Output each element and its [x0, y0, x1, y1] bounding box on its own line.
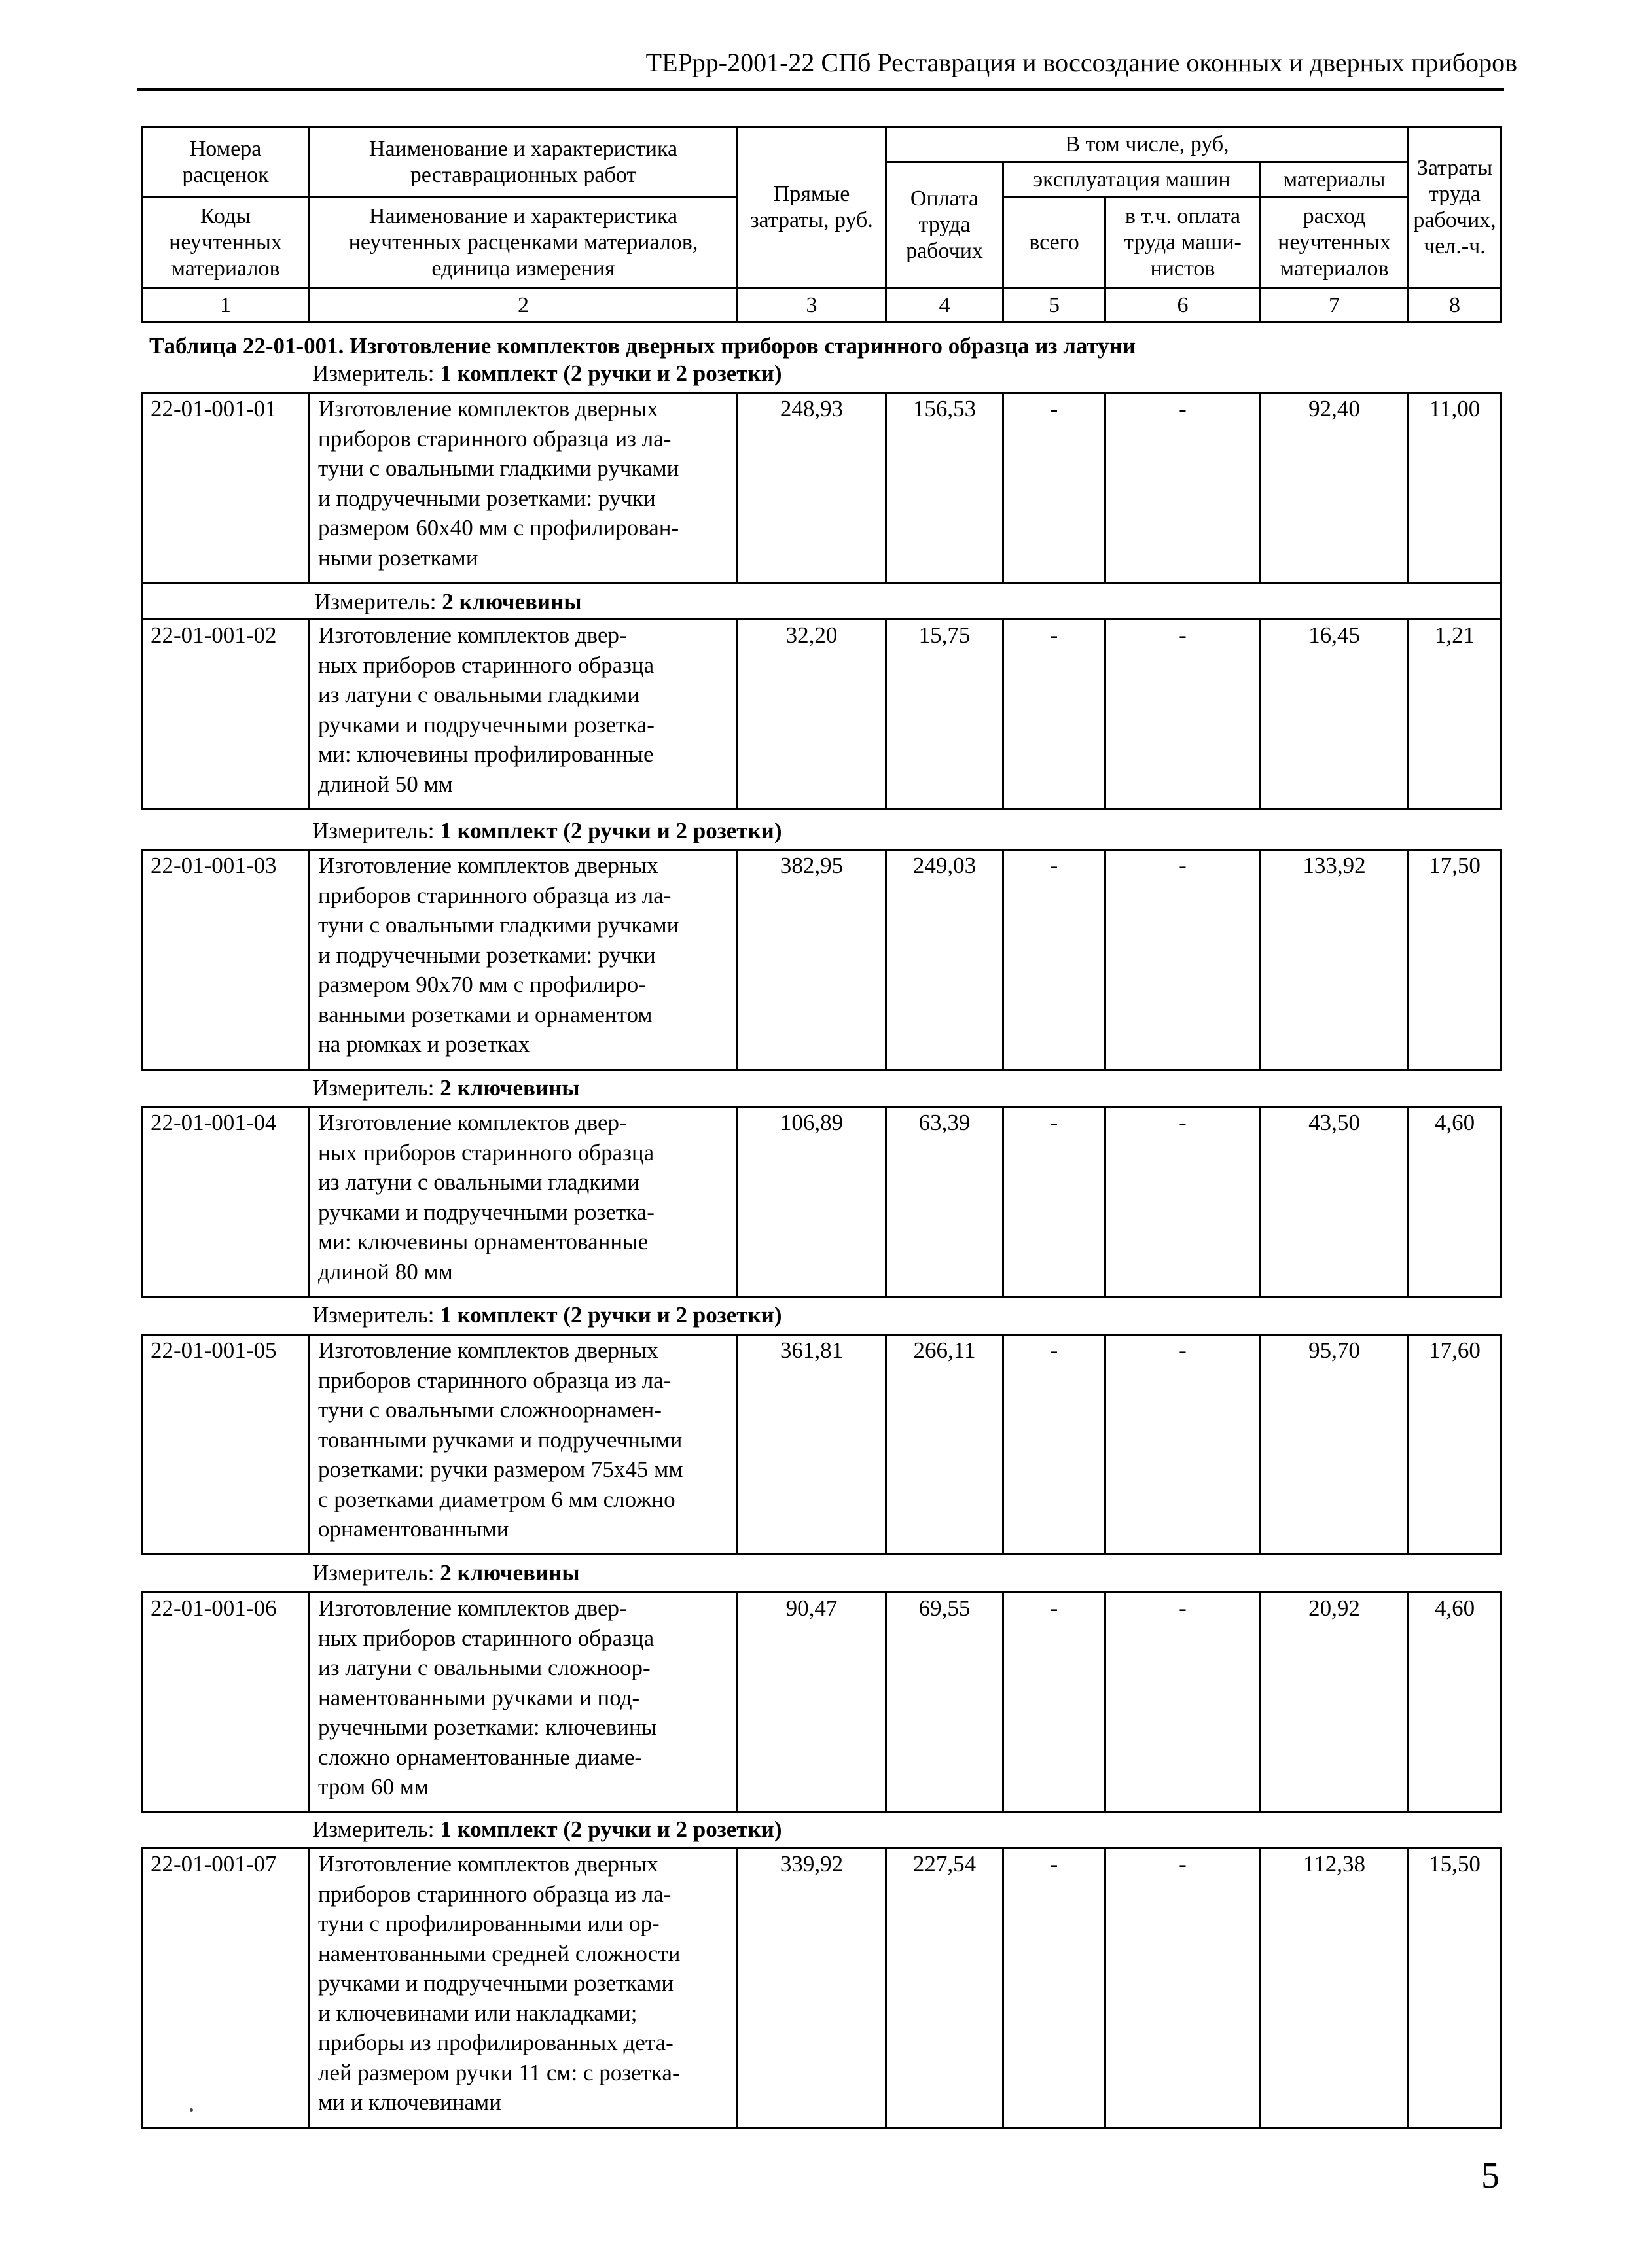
table-row: [142, 850, 1501, 1070]
rate-block: [141, 1591, 1502, 1813]
description-line: и подручечными розетками: ручки: [318, 942, 656, 968]
rate-description: [310, 850, 738, 1070]
operator-pay-value: -: [1105, 1107, 1261, 1297]
labor-pay-value: 156,53: [886, 393, 1003, 583]
materials-value: 92,40: [1261, 393, 1409, 583]
header-operator-pay: в т.ч. оплата труда маши-нистов: [1105, 198, 1261, 289]
description-line: из латуни с овальными гладкими: [318, 682, 639, 707]
header-col-number: 8: [1409, 289, 1501, 323]
description-line: ми: ключевины профилированные: [318, 741, 654, 767]
header-direct-costs: Прямые затраты, руб.: [738, 127, 886, 289]
labor-hours-value: 11,00: [1409, 393, 1501, 583]
materials-value: 95,70: [1261, 1335, 1409, 1555]
rate-description: [310, 1335, 738, 1555]
machine-total-value: -: [1003, 1335, 1105, 1555]
rate-code: 22-01-001-05: [142, 1335, 310, 1555]
rate-block: [141, 1334, 1502, 1555]
description-line: размером 60х40 мм с профилирован-: [318, 515, 679, 540]
machine-total-value: -: [1003, 393, 1105, 583]
description-line: ных приборов старинного образца: [318, 1625, 655, 1651]
description-line: ручками и подручечными розетками: [318, 1970, 674, 1996]
header-material-codes: Коды неучтенных материалов: [142, 198, 310, 289]
table-row: [142, 1593, 1501, 1813]
machine-total-value: -: [1003, 620, 1105, 809]
rate-code: 22-01-001-02: [142, 620, 310, 809]
description-line: тованными ручками и подручечными: [318, 1426, 683, 1453]
labor-hours-value: 1,21: [1409, 620, 1501, 809]
labor-pay-value: 266,11: [886, 1335, 1003, 1555]
header-machine-total: всего: [1003, 198, 1105, 289]
labor-pay-value: 69,55: [886, 1593, 1003, 1813]
description-line: приборов старинного образца из ла-: [318, 1367, 672, 1393]
running-head-rule: [137, 88, 1504, 91]
description-line: Изготовление комплектов дверных: [318, 853, 658, 878]
description-line: Изготовление комплектов двер-: [318, 622, 627, 648]
measure-caption: [312, 1560, 580, 1586]
rate-block: [141, 1847, 1502, 2129]
header-unaccounted-materials: расход неучтенных материалов: [1261, 198, 1409, 289]
table-row: [142, 1107, 1501, 1297]
measure-label: Измеритель:: [312, 1302, 435, 1328]
description-line: тром 60 мм: [318, 1774, 429, 1799]
header-col-number: 2: [310, 289, 738, 323]
description-line: туни с овальными сложноорнамен-: [318, 1397, 662, 1423]
description-line: приборов старинного образца из ла-: [318, 882, 672, 908]
measure-caption: [142, 583, 1501, 620]
rate-block: [141, 392, 1502, 810]
labor-pay-value: 63,39: [886, 1107, 1003, 1297]
table-row: [142, 1335, 1501, 1555]
direct-costs-value: 106,89: [738, 1107, 886, 1297]
measure-value: 1 комплект (2 ручки и 2 розетки): [440, 818, 782, 843]
table-row: [142, 620, 1501, 809]
description-line: длиной 50 мм: [318, 771, 453, 797]
direct-costs-value: 382,95: [738, 850, 886, 1070]
description-line: ными розетками: [318, 544, 478, 571]
description-line: из латуни с овальными гладкими: [318, 1169, 639, 1195]
materials-value: 112,38: [1261, 1849, 1409, 2129]
rate-code: 22-01-001-03: [142, 850, 310, 1070]
rate-description: [310, 620, 738, 809]
measure-label: Измеритель:: [312, 1560, 435, 1586]
measure-label: Измеритель:: [312, 361, 435, 386]
direct-costs-value: 90,47: [738, 1593, 886, 1813]
header-labor-pay: Оплата труда рабочих: [886, 162, 1003, 289]
operator-pay-value: -: [1105, 1593, 1261, 1813]
machine-total-value: -: [1003, 1107, 1105, 1297]
rate-block: [141, 849, 1502, 1071]
description-line: ных приборов старинного образца: [318, 1139, 655, 1165]
description-line: и подручечными розетками: ручки: [318, 485, 656, 511]
operator-pay-value: -: [1105, 620, 1261, 809]
header-col-number: 7: [1261, 289, 1409, 323]
description-line: Изготовление комплектов дверных: [318, 1338, 658, 1363]
table-header: [141, 126, 1502, 323]
description-line: туни с овальными гладкими ручками: [318, 455, 679, 481]
header-labor-costs: Затраты труда рабочих, чел.-ч.: [1409, 127, 1501, 289]
description-line: приборы из профилированных дета-: [318, 2030, 674, 2055]
operator-pay-value: -: [1105, 1335, 1261, 1555]
rate-code: 22-01-001-01: [142, 393, 310, 583]
description-line: туни с овальными гладкими ручками: [318, 912, 679, 938]
operator-pay-value: -: [1105, 1849, 1261, 2129]
description-line: лей размером ручки 11 см: с розетка-: [318, 2059, 680, 2085]
rate-description: [310, 1593, 738, 1813]
rate-description: [310, 1107, 738, 1297]
table-title: Таблица 22-01-001. Изготовление комплектов дверных приборов старинного образца из латуни: [149, 333, 1136, 359]
rate-block: [141, 1106, 1502, 1298]
materials-value: 43,50: [1261, 1107, 1409, 1297]
page-number: 5: [1481, 2155, 1500, 2196]
measure-value: 1 комплект (2 ручки и 2 розетки): [440, 1816, 782, 1842]
description-line: приборов старинного образца из ла-: [318, 1881, 672, 1907]
description-line: орнаментованными: [318, 1516, 509, 1542]
table-row: [142, 1849, 1501, 2129]
labor-hours-value: 4,60: [1409, 1593, 1501, 1813]
description-line: с розетками диаметром 6 мм сложно: [318, 1486, 675, 1512]
header-materials: материалы: [1261, 162, 1409, 198]
measure-label: Измеритель:: [312, 818, 435, 843]
labor-hours-value: 4,60: [1409, 1107, 1501, 1297]
header-col-number: 3: [738, 289, 886, 323]
machine-total-value: -: [1003, 1593, 1105, 1813]
labor-hours-value: 15,50: [1409, 1849, 1501, 2129]
direct-costs-value: 339,92: [738, 1849, 886, 2129]
description-line: Изготовление комплектов двер-: [318, 1595, 627, 1621]
machine-total-value: -: [1003, 1849, 1105, 2129]
description-line: ных приборов старинного образца: [318, 652, 655, 678]
description-line: на рюмках и розетках: [318, 1031, 530, 1057]
measure-caption: [312, 1302, 782, 1328]
measure-value: 1 комплект (2 ручки и 2 розетки): [440, 1302, 782, 1328]
description-line: и ключевинами или накладками;: [318, 2000, 638, 2026]
header-col-number: 4: [886, 289, 1003, 323]
description-line: ручками и подручечными розетка-: [318, 711, 655, 737]
direct-costs-value: 361,81: [738, 1335, 886, 1555]
measure-label: Измеритель:: [314, 588, 437, 614]
labor-hours-value: 17,50: [1409, 850, 1501, 1070]
measure-label: Измеритель:: [312, 1816, 435, 1842]
description-line: розетками: ручки размером 75х45 мм: [318, 1457, 683, 1482]
description-line: наментованными ручками и под-: [318, 1684, 640, 1710]
measure-caption: [312, 1816, 782, 1843]
description-line: длиной 80 мм: [318, 1258, 453, 1285]
rate-code: 22-01-001-07: [142, 1849, 310, 2129]
direct-costs-value: 248,93: [738, 393, 886, 583]
description-line: из латуни с овальными сложноор-: [318, 1655, 651, 1680]
description-line: сложно орнаментованные диаме-: [318, 1744, 643, 1770]
machine-total-value: -: [1003, 850, 1105, 1070]
description-line: Изготовление комплектов двер-: [318, 1110, 627, 1135]
rate-description: [310, 1849, 738, 2129]
labor-pay-value: 249,03: [886, 850, 1003, 1070]
labor-pay-value: 227,54: [886, 1849, 1003, 2129]
direct-costs-value: 32,20: [738, 620, 886, 809]
header-including: В том числе, руб,: [886, 127, 1409, 162]
description-line: приборов старинного образца из ла-: [318, 425, 672, 452]
operator-pay-value: -: [1105, 393, 1261, 583]
description-line: ванными розетками и орнаментом: [318, 1001, 653, 1027]
operator-pay-value: -: [1105, 850, 1261, 1070]
materials-value: 133,92: [1261, 850, 1409, 1070]
labor-hours-value: 17,60: [1409, 1335, 1501, 1555]
description-line: ми: ключевины орнаментованные: [318, 1229, 649, 1254]
description-line: туни с профилированными или ор-: [318, 1911, 660, 1936]
measure-caption: [312, 361, 782, 387]
description-line: ручками и подручечными розетка-: [318, 1199, 655, 1225]
rate-code: 22-01-001-06: [142, 1593, 310, 1813]
labor-pay-value: 15,75: [886, 620, 1003, 809]
materials-value: 16,45: [1261, 620, 1409, 809]
header-col-number: 5: [1003, 289, 1105, 323]
table-row: [142, 393, 1501, 583]
header-col-number: 6: [1105, 289, 1261, 323]
description-line: размером 90х70 мм с профилиро-: [318, 972, 646, 997]
measure-value: 2 ключевины: [440, 1560, 580, 1586]
materials-value: 20,92: [1261, 1593, 1409, 1813]
description-line: наментованными средней сложности: [318, 1940, 681, 1966]
header-material-name: Наименование и характеристика неучтенных расценками материалов, единица измерения: [310, 198, 738, 289]
header-machine-ops: эксплуатация машин: [1003, 162, 1261, 198]
rate-code: 22-01-001-04: [142, 1107, 310, 1297]
rate-description: [310, 393, 738, 583]
scan-speck: [190, 2108, 193, 2112]
running-head-title: ТЕРрр-2001-22 СПб Реставрация и воссоздание оконных и дверных приборов: [645, 48, 1517, 77]
header-work-name: Наименование и характеристика реставрационных работ: [310, 127, 738, 198]
header-rate-numbers: Номера расценок: [142, 127, 310, 198]
description-line: Изготовление комплектов дверных: [318, 396, 658, 421]
measure-caption: [312, 818, 782, 844]
measure-value: 2 ключевины: [442, 588, 582, 614]
description-line: ми и ключевинами: [318, 2089, 501, 2115]
description-line: Изготовление комплектов дверных: [318, 1851, 658, 1877]
header-col-number: 1: [142, 289, 310, 323]
measure-row: [142, 583, 1501, 620]
description-line: ручечными розетками: ключевины: [318, 1714, 657, 1740]
measure-value: 2 ключевины: [440, 1075, 580, 1101]
measure-caption: [312, 1075, 580, 1101]
measure-value: 1 комплект (2 ручки и 2 розетки): [440, 361, 782, 386]
measure-label: Измеритель:: [312, 1075, 435, 1101]
